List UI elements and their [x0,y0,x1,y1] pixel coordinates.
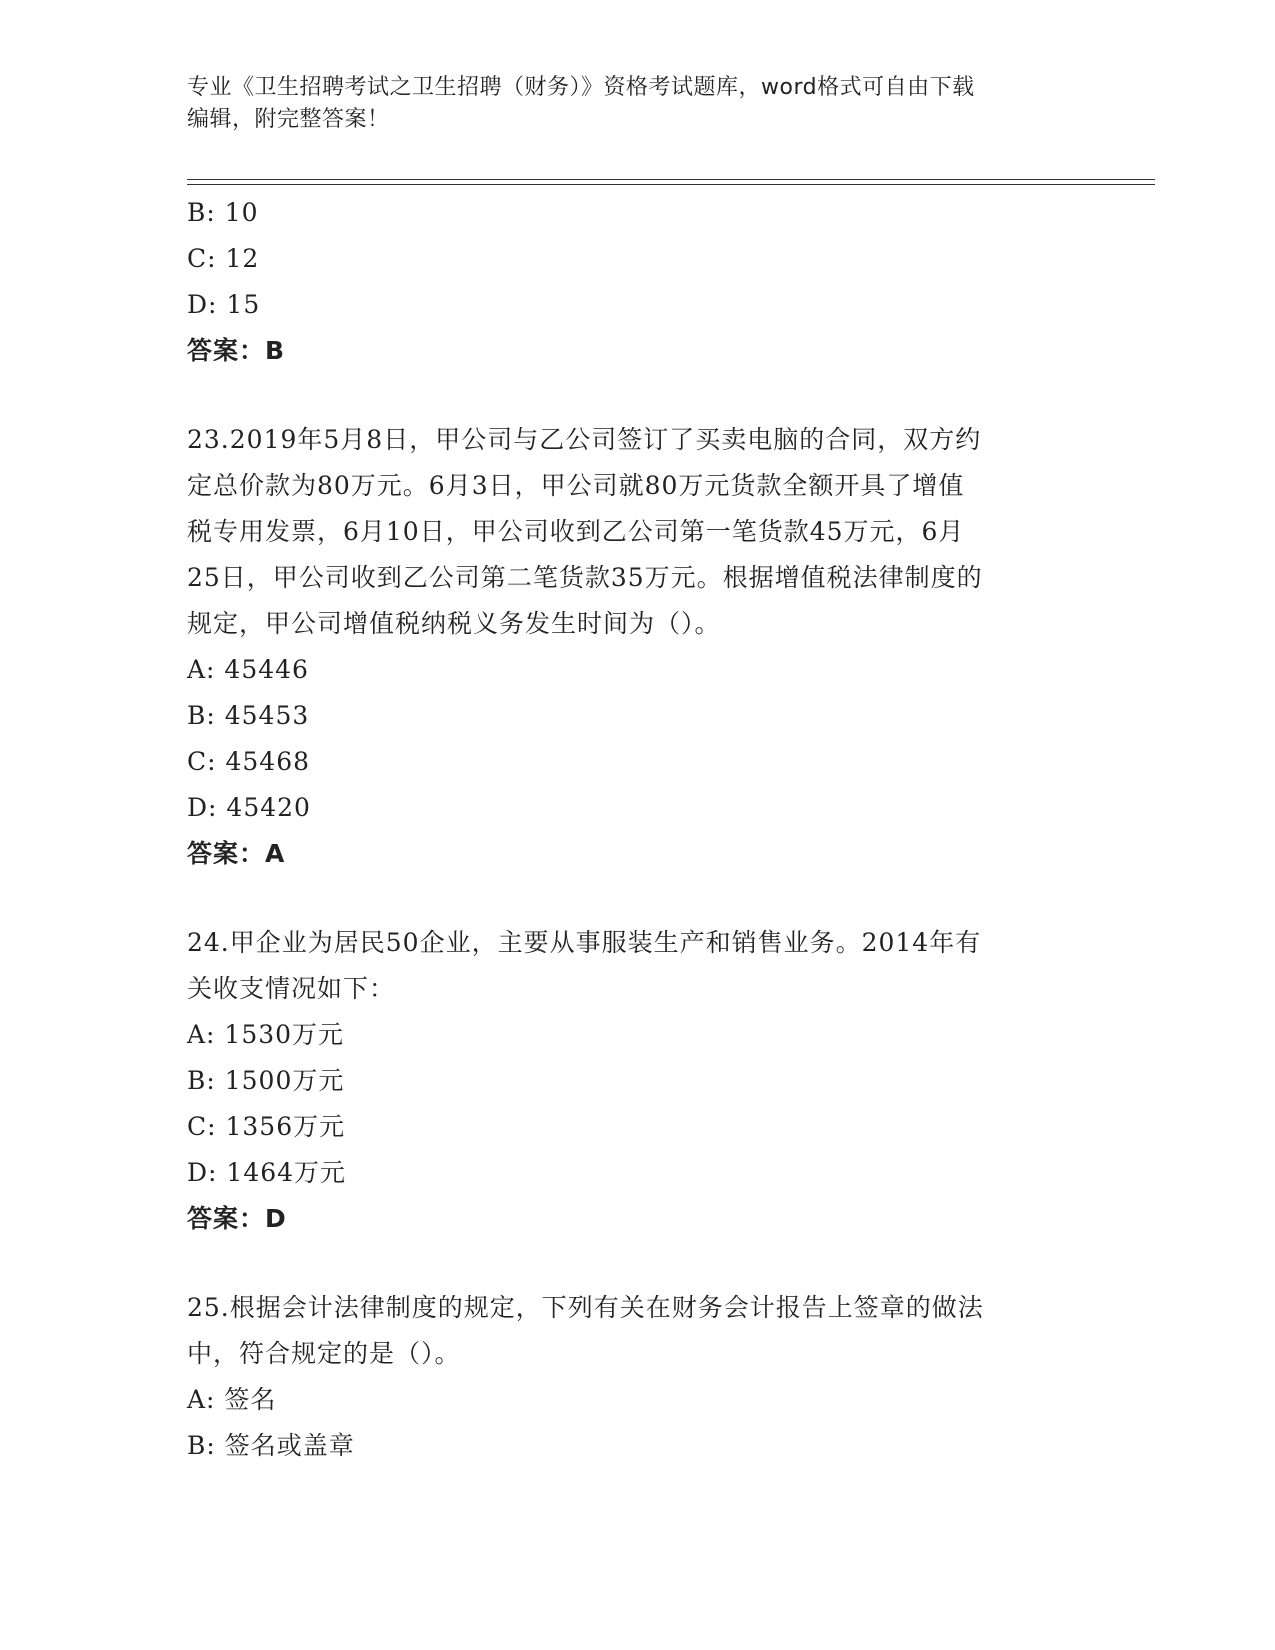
header-divider-top [187,179,1155,180]
stem-line: 25日，甲公司收到乙公司第二笔货款35万元。根据增值税法律制度的 [187,563,983,592]
option-c: C: 1356万元 [187,1112,346,1141]
option-a: A: 签名 [187,1385,277,1414]
question-22-continued [187,190,1087,374]
stem-line: 23.2019年5月8日，甲公司与乙公司签订了买卖电脑的合同，双方约 [187,425,982,454]
stem-line: 税专用发票，6月10日，甲公司收到乙公司第一笔货款45万元，6月 [187,517,965,546]
question-25 [187,1285,1087,1469]
question-stem [187,920,1087,1012]
question-23 [187,417,1087,877]
header-divider-bottom [187,184,1155,185]
option-b: B: 45453 [187,701,310,730]
option-a: A: 1530万元 [187,1020,345,1049]
document-header [187,72,1087,136]
question-stem [187,417,1087,647]
option-b: B: 签名或盖章 [187,1431,355,1460]
stem-line: 关收支情况如下： [187,974,396,1003]
option-c: C: 12 [187,244,260,273]
question-stem [187,1285,1087,1377]
answer-line: 答案：B [187,336,286,365]
header-line-1: 专业《卫生招聘考试之卫生招聘（财务）》资格考试题库，word格式可自由下载 [187,75,975,100]
option-b: B: 10 [187,198,259,227]
option-d: D: 1464万元 [187,1158,347,1187]
option-c: C: 45468 [187,747,311,776]
option-d: D: 15 [187,290,261,319]
stem-line: 规定，甲公司增值税纳税义务发生时间为（）。 [187,609,721,638]
stem-line: 25.根据会计法律制度的规定，下列有关在财务会计报告上签章的做法 [187,1293,984,1322]
answer-line: 答案：A [187,839,286,868]
stem-line: 定总价款为80万元。6月3日，甲公司就80万元货款全额开具了增值 [187,471,965,500]
answer-line: 答案：D [187,1204,287,1233]
option-a: A: 45446 [187,655,309,684]
stem-line: 中，符合规定的是（）。 [187,1339,461,1368]
question-24 [187,920,1087,1242]
question-list [187,190,1087,1469]
option-d: D: 45420 [187,793,311,822]
stem-line: 24.甲企业为居民50企业，主要从事服装生产和销售业务。2014年有 [187,928,982,957]
option-b: B: 1500万元 [187,1066,345,1095]
header-line-2: 编辑，附完整答案！ [187,107,390,132]
